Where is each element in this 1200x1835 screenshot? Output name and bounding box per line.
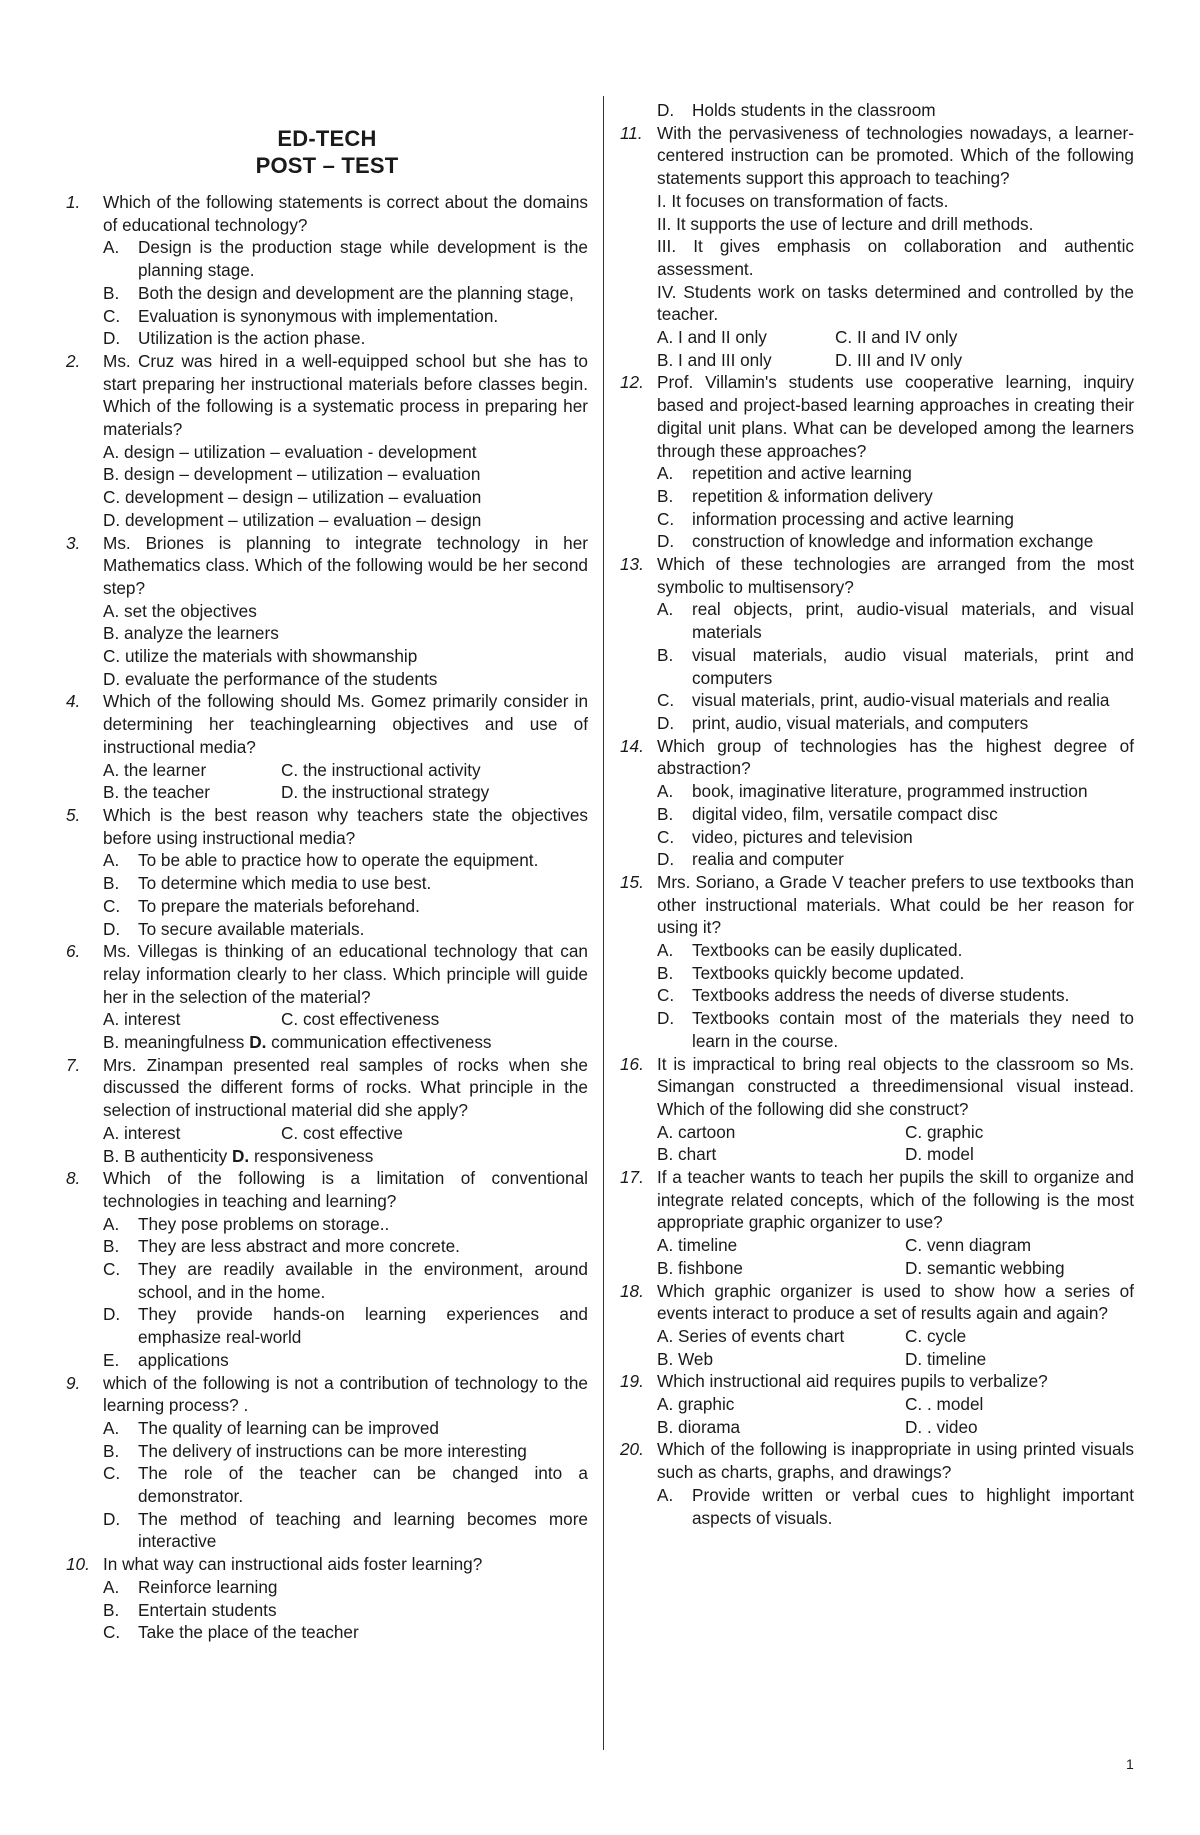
option-d: D. realia and computer [657,849,844,870]
option-b: B. Textbooks quickly become updated. [657,962,965,983]
option-a: A. They pose problems on storage.. [103,1213,390,1234]
option-d: D. Utilization is the action phase. [103,328,366,349]
column-divider [603,96,604,1750]
question-stem: Which of these technologies are arranged from the most symbolic to multisensory? [657,554,1134,597]
question-stem: which of the following is not a contribution of technology to the learning process? . [103,1372,588,1416]
option-b: B. digital video, film, versatile compact disc [657,803,998,824]
question-number: 13. [620,554,644,575]
question-number: 20. [620,1439,644,1460]
option-c: C. They are readily available in the environment, around school, and in the home. [103,1259,588,1302]
option-c: C. cost effectiveness [281,1009,440,1030]
option-a: A. the learner [103,759,207,780]
option-a: A. Design is the production stage while development is the planning stage. [103,237,588,281]
option-a: A. Reinforce learning [103,1576,278,1597]
question-number: 19. [620,1371,644,1392]
option-b: B. chart [657,1144,717,1165]
question-stem: Which graphic organizer is used to show how a series of events interact to produce a set of results again and again? [657,1280,1134,1324]
question-15 [620,871,1134,1053]
option-a: A. The quality of learning can be improved [103,1417,439,1438]
question-stem: With the pervasiveness of technologies nowadays, a learner-centered instruction can be promoted. Which of the following statements support this approach to teaching? [657,122,1134,189]
options-row [657,1143,1134,1166]
question-number: 14. [620,735,644,756]
question-stem: Mrs. Zinampan presented real samples of rocks when she discussed the different forms of rocks. What principle in the selection of instructional material did she apply? [103,1054,588,1121]
question-19 [620,1370,1134,1438]
option-b: B. design – development – utilization – evaluation [103,464,481,485]
question-9 [66,1372,588,1554]
option-e: E. applications [103,1349,229,1370]
option-c: C. II and IV only [835,327,958,348]
question-number: 6. [66,941,81,962]
question-1 [66,191,588,350]
options-row [103,1008,588,1031]
option-a: A. real objects, print, audio-visual materials, and visual materials [657,599,1134,643]
option-b: B. To determine which media to use best. [103,873,432,894]
option-a: A. Series of events chart [657,1325,845,1346]
option-d: responsiveness [249,1145,374,1166]
option-d: D. To secure available materials. [103,918,365,939]
option-d-letter: D. [231,1145,250,1166]
left-column [66,99,588,1644]
question-stem: Ms. Villegas is thinking of an educational technology that can relay information clearly to her class. Which principle will guide her in the selection of the material? [103,941,588,1007]
statement-1: I. It focuses on transformation of facts. [657,190,949,211]
question-number: 1. [66,192,81,212]
statement-3: III. It gives emphasis on collaboration and authentic assessment. [657,236,1134,279]
question-18 [620,1280,1134,1371]
question-stem: Which of the following is inappropriate in using printed visuals such as charts, graphs, and drawings? [657,1439,1134,1483]
question-number: 17. [620,1167,644,1188]
option-b: B. visual materials, audio visual materials, print and computers [657,644,1134,688]
options-row [103,759,588,782]
question-5 [66,804,588,940]
options-row [657,326,1134,349]
question-8 [66,1167,588,1371]
question-number: 4. [66,691,81,712]
option-a: A. I and II only [657,327,767,348]
option-a: A. repetition and active learning [657,463,912,484]
options-row [103,781,588,804]
options-row [657,1325,1134,1348]
option-c: C. Textbooks address the needs of diverse students. [657,985,1070,1006]
option-b: B. Web [657,1348,714,1369]
option-d: D. The method of teaching and learning becomes more interactive [103,1508,588,1552]
option-c: C. Take the place of the teacher [103,1622,359,1643]
option-d: D. III and IV only [835,349,963,370]
option-d: D. construction of knowledge and information exchange [657,531,1094,552]
options-row [103,1031,588,1054]
options-row [657,1234,1134,1257]
option-b: B. The delivery of instructions can be more interesting [103,1440,527,1461]
question-stem: Mrs. Soriano, a Grade V teacher prefers to use textbooks than other instructional materials. What could be her reason for using it? [657,871,1134,938]
question-stem: Which group of technologies has the highest degree of abstraction? [657,735,1134,779]
question-14 [620,735,1134,871]
option-b: B. B authenticity [103,1145,232,1166]
option-c: C. video, pictures and television [657,826,913,847]
option-a: A. interest [103,1009,181,1030]
question-11 [620,122,1134,372]
question-stem: In what way can instructional aids foster learning? [103,1554,483,1575]
options-row [657,1121,1134,1144]
option-a: A. design – utilization – evaluation - development [103,441,477,462]
question-number: 12. [620,372,644,393]
option-a: A. timeline [657,1235,738,1256]
option-a: A. To be able to practice how to operate the equipment. [103,850,539,871]
question-stem: Ms. Briones is planning to integrate technology in her Mathematics class. Which of the following would be her second step? [103,532,588,598]
option-c: C. utilize the materials with showmanship [103,646,418,667]
option-b: B. I and III only [657,349,772,370]
question-13 [620,553,1134,735]
options-row [103,1145,588,1168]
option-a: A. graphic [657,1394,735,1415]
option-c: C. To prepare the materials beforehand. [103,895,420,916]
statement-4: IV. Students work on tasks determined and controlled by the teacher. [657,281,1134,325]
option-c: C. information processing and active learning [657,508,1014,529]
question-4 [66,690,588,804]
options-row [657,1348,1134,1371]
options-row [657,1393,1134,1416]
question-number: 9. [66,1372,81,1393]
option-c: C. visual materials, print, audio-visual materials and realia [657,690,1110,711]
option-d: D. . video [905,1416,978,1437]
option-d: D. print, audio, visual materials, and computers [657,712,1029,733]
option-b: B. analyze the learners [103,623,279,644]
option-c: C. cost effective [281,1122,403,1143]
option-a: A. Provide written or verbal cues to highlight important aspects of visuals. [657,1484,1134,1528]
option-c: C. development – design – utilization – evaluation [103,487,482,508]
option-b: B. diorama [657,1416,741,1437]
question-stem: It is impractical to bring real objects to the classroom so Ms. Simangan constructed a threedimensional visual instead. Which of the following did she construct? [657,1053,1134,1119]
option-a: A. interest [103,1122,181,1143]
option-d: communication effectiveness [266,1032,492,1053]
options-row [103,1122,588,1145]
option-d: D. Holds students in the classroom [657,100,936,120]
right-column [620,99,1134,1529]
question-stem: Which is the best reason why teachers state the objectives before using instructional media? [103,804,588,848]
options-row [657,349,1134,372]
option-b: B. repetition & information delivery [657,485,933,506]
question-20 [620,1438,1134,1529]
option-b: B. Both the design and development are the planning stage, [103,282,574,303]
option-d: D. the instructional strategy [281,782,490,803]
document-subtitle: POST – TEST [255,153,399,178]
option-a: A. Textbooks can be easily duplicated. [657,940,963,961]
option-d: D. They provide hands-on learning experiences and emphasize real-world [103,1304,588,1348]
question-number: 7. [66,1054,81,1075]
question-stem: If a teacher wants to teach her pupils the skill to organize and integrate related concepts, which of the following is the most appropriate graphic organizer to use? [657,1167,1134,1233]
option-d: D. Textbooks contain most of the materials they need to learn in the course. [657,1008,1134,1051]
option-d: D. development – utilization – evaluation – design [103,509,482,530]
question-6 [66,940,588,1054]
option-a: A. book, imaginative literature, programmed instruction [657,781,1088,802]
option-d: D. evaluate the performance of the students [103,668,438,689]
option-c: C. the instructional activity [281,759,481,780]
options-row [657,1416,1134,1439]
option-c: C. venn diagram [905,1235,1032,1256]
question-stem: Prof. Villamin's students use cooperative learning, inquiry based and project-based learning approaches in creating their digital unit plans. What can be developed among the learners through these approaches? [657,372,1134,461]
question-number: 3. [66,532,81,553]
option-c: C. The role of the teacher can be changed into a demonstrator. [103,1463,588,1507]
option-b: B. Entertain students [103,1599,277,1620]
question-number: 15. [620,871,644,892]
question-16 [620,1053,1134,1167]
question-10-continued [620,99,1134,122]
question-10 [66,1553,588,1644]
option-c: C. . model [905,1394,984,1415]
question-number: 2. [66,350,81,371]
question-17 [620,1166,1134,1280]
option-d: D. timeline [905,1348,987,1369]
question-number: 16. [620,1053,644,1074]
page-number: 1 [1126,1756,1134,1772]
option-c: C. Evaluation is synonymous with implementation. [103,305,499,326]
option-d: D. model [905,1144,974,1165]
question-stem: Which of the following should Ms. Gomez primarily consider in determining her teachinglearning objectives and use of instructional media? [103,691,588,757]
question-number: 5. [66,804,81,825]
option-c: C. graphic [905,1121,984,1142]
question-stem: Which instructional aid requires pupils to verbalize? [657,1371,1048,1392]
question-7 [66,1054,588,1168]
option-d: D. semantic webbing [905,1257,1065,1278]
question-number: 8. [66,1168,81,1189]
question-number: 10. [66,1554,90,1575]
question-number: 11. [620,122,643,143]
question-stem: Which of the following is a limitation of conventional technologies in teaching and learning? [103,1168,588,1211]
option-d-letter: D. [249,1032,267,1053]
option-c: C. cycle [905,1325,967,1346]
question-3 [66,532,588,691]
statement-2: II. It supports the use of lecture and drill methods. [657,213,1034,234]
document-title: ED-TECH [277,126,377,151]
option-b: B. the teacher [103,782,211,803]
question-2 [66,350,588,532]
question-12 [620,371,1134,553]
option-b: B. They are less abstract and more concrete. [103,1236,460,1257]
option-b: B. fishbone [657,1257,743,1278]
question-stem: Ms. Cruz was hired in a well-equipped school but she has to start preparing her instructional materials before classes begin. Which of the following is a systematic process in preparing her materials? [103,350,588,440]
option-a: A. set the objectives [103,600,257,621]
option-b: B. meaningfulness [103,1032,250,1053]
question-stem: Which of the following statements is correct about the domains of educational technology? [103,192,588,235]
question-number: 18. [620,1280,644,1301]
options-row [657,1257,1134,1280]
option-a: A. cartoon [657,1121,736,1142]
